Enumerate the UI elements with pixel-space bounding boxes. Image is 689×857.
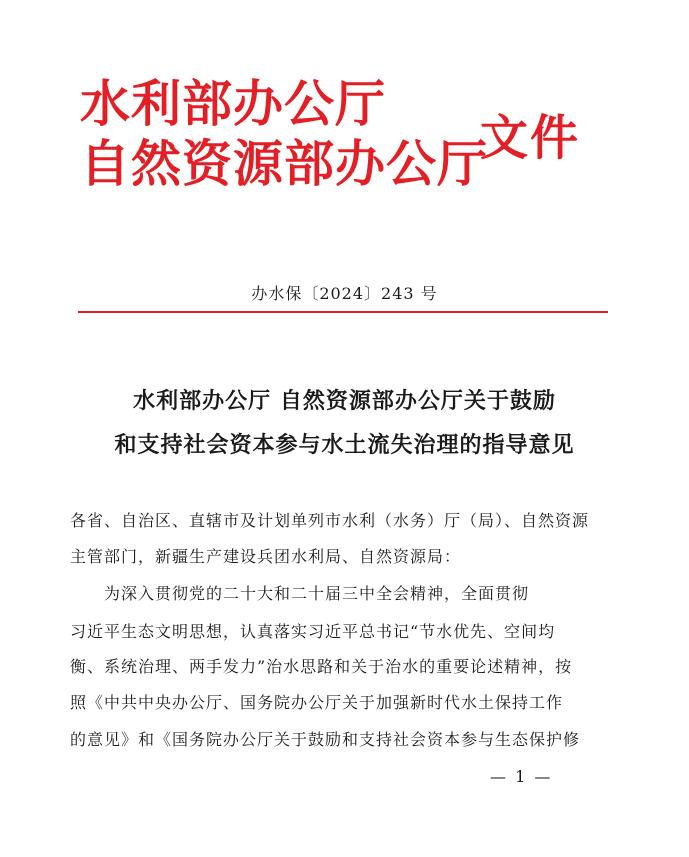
body-text-line: 照《中共中央办公厅、国务院办公厅关于加强新时代水土保持工作 (70, 693, 564, 712)
body-text-line: 习近平生态文明思想，认真落实习近平总书记“节水优先、空间均 (70, 622, 556, 641)
document-number: 办水保〔2024〕243 号 (251, 284, 438, 303)
body-text-line: 的意见》和《国务院办公厅关于鼓励和支持社会资本参与生态保护修 (70, 730, 581, 749)
page-number: — 1 — (490, 767, 553, 786)
issuer-name-natural-resources: 自然资源部办公厅 (80, 135, 488, 193)
addressee-line-2: 主管部门，新疆生产建设兵团水利局、自然资源局： (70, 547, 462, 566)
addressee-line-1: 各省、自治区、直辖市及计划单列市水利（水务）厅（局）、自然资源 (70, 511, 590, 530)
document-title-line-1: 水利部办公厅 自然资源部办公厅关于鼓励 (133, 388, 556, 414)
document-title-line-2: 和支持社会资本参与水土流失治理的指导意见 (114, 432, 575, 458)
document-type-label: 文件 (480, 110, 581, 166)
body-text-line: 为深入贯彻党的二十大和二十届三中全会精神，全面贯彻 (104, 584, 530, 603)
red-divider-line (78, 311, 608, 313)
issuer-name-water-resources: 水利部办公厅 (80, 75, 386, 133)
body-text-line: 衡、系统治理、两手发力”治水思路和关于治水的重要论述精神，按 (70, 657, 573, 676)
